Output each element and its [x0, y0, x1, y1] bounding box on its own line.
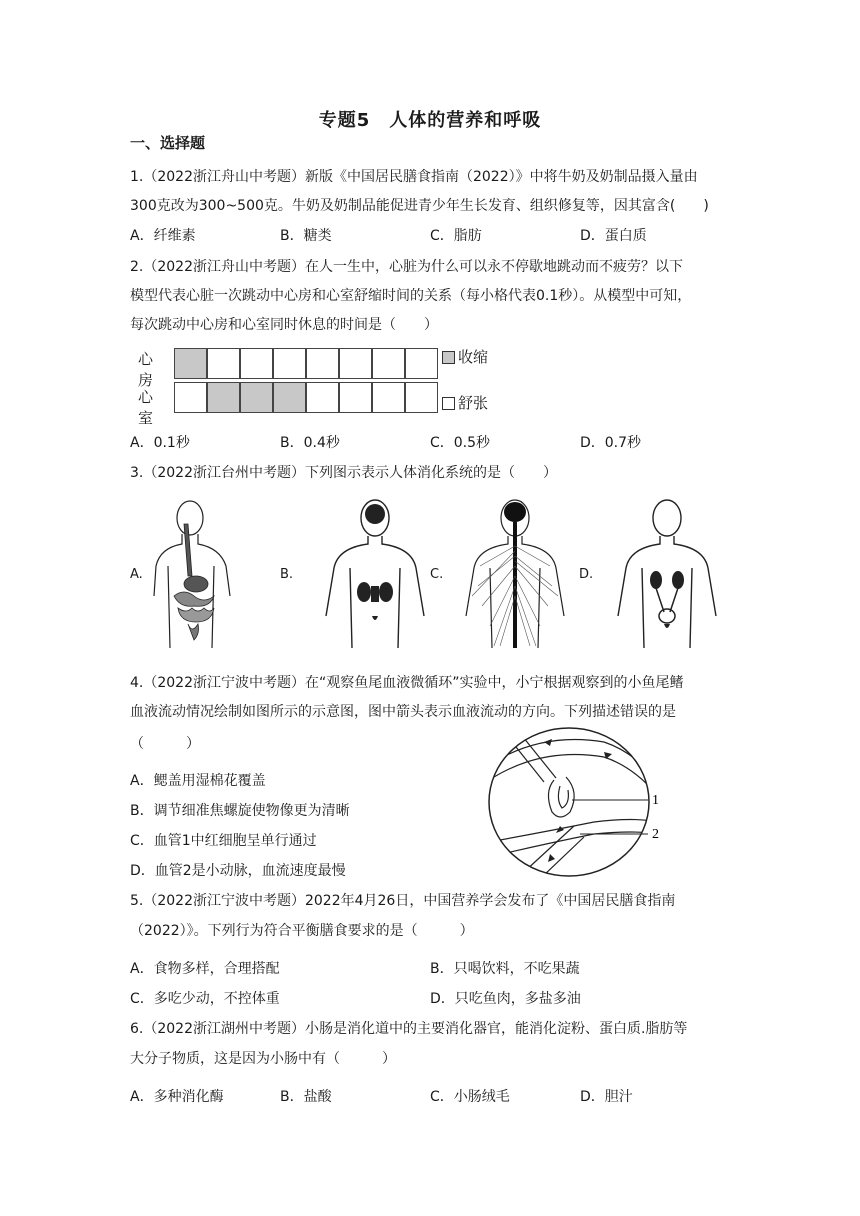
q4-stem-line-2: 血液流动情况绘制如图所示的示意图，图中箭头表示血液流动的方向。下列描述错误的是 — [130, 704, 676, 720]
q1-stem-line-2: 300克改为300~500克。牛奶及奶制品能促进青少年生长发育、组织修复等，因其富含( ) — [130, 198, 709, 214]
ventricle-row-cell — [372, 382, 405, 413]
atrium-row-cell — [273, 348, 306, 379]
q5-stem-line-2: （2022）》。下列行为符合平衡膳食要求的是（ ） — [130, 923, 474, 939]
q5-option-c[interactable]: C．多吃少动，不控体重 — [130, 991, 280, 1007]
q2-stem-line-2: 模型代表心脏一次跳动中心房和心室舒缩时间的关系（每小格代表0.1秒）。从模型中可知， — [130, 288, 692, 304]
q5-option-b[interactable]: B．只喝饮料，不吃果蔬 — [430, 961, 580, 977]
urinary-organs-figure — [320, 496, 430, 648]
q5-option-d[interactable]: D．只吃鱼肉，多盐多油 — [430, 991, 581, 1007]
q6-option-c[interactable]: C．小肠绒毛 — [430, 1089, 510, 1105]
q6-option-a[interactable]: A．多种消化酶 — [130, 1089, 224, 1105]
q4-option-a[interactable]: A．鳃盖用湿棉花覆盖 — [130, 773, 266, 789]
q1-option-d[interactable]: D．蛋白质 — [580, 228, 647, 244]
q2-option-a[interactable]: A．0.1秒 — [130, 435, 190, 451]
ventricle-row-label: 心室 — [138, 388, 154, 427]
atrium-row-cell — [240, 348, 273, 379]
q4-option-d[interactable]: D．血管2是小动脉，血流速度最慢 — [130, 863, 346, 879]
q1-stem-line-1: 1.（2022浙江舟山中考题）新版《中国居民膳食指南（2022）》中将牛奶及奶制品摄入量由 — [130, 169, 698, 185]
q1-option-a[interactable]: A．纤维素 — [130, 228, 196, 244]
ventricle-row-cell — [339, 382, 372, 413]
urinary-system-figure — [612, 496, 722, 648]
legend-relax — [442, 392, 488, 413]
q2-option-d[interactable]: D．0.7秒 — [580, 435, 642, 451]
q6-stem-line-2: 大分子物质，这是因为小肠中有（ ） — [130, 1051, 396, 1067]
q1-option-c[interactable]: C．脂肪 — [430, 228, 482, 244]
atrium-row-cell — [405, 348, 438, 379]
atrium-row-cell — [372, 348, 405, 379]
legend-contract — [442, 346, 488, 367]
empty-square-icon — [442, 397, 455, 410]
ventricle-row-cell — [240, 382, 273, 413]
ventricle-row-cell — [405, 382, 438, 413]
q1-option-b[interactable]: B．糖类 — [280, 228, 332, 244]
q4-option-b[interactable]: B．调节细准焦螺旋使物像更为清晰 — [130, 803, 350, 819]
vessel-1-label: 1 — [652, 793, 659, 808]
legend-contract-label: 收缩 — [458, 348, 489, 366]
shaded-square-icon — [442, 351, 455, 364]
vessel-2-label: 2 — [652, 827, 659, 842]
ventricle-row-cell — [174, 382, 207, 413]
q5-stem-line-1: 5.（2022浙江宁波中考题）2022年4月26日，中国营养学会发布了《中国居民膳食指南 — [130, 893, 676, 909]
atrium-row-cell — [339, 348, 372, 379]
nervous-system-figure — [460, 496, 570, 648]
fish-tail-microcirculation-figure — [484, 722, 684, 878]
q5-option-a[interactable]: A．食物多样，合理搭配 — [130, 961, 280, 977]
q3-figure-d-label[interactable]: D. — [579, 567, 594, 582]
digestive-system-figure — [148, 496, 248, 648]
ventricle-row-cell — [273, 382, 306, 413]
q6-option-b[interactable]: B．盐酸 — [280, 1089, 332, 1105]
q2-stem-line-3: 每次跳动中心房和心室同时休息的时间是（ ） — [130, 317, 438, 333]
q2-option-c[interactable]: C．0.5秒 — [430, 435, 491, 451]
legend-relax-label: 舒张 — [458, 394, 489, 412]
q4-option-c[interactable]: C．血管1中红细胞呈单行通过 — [130, 833, 317, 849]
q3-figure-c-label[interactable]: C. — [430, 567, 444, 582]
atrium-row-label: 心房 — [138, 350, 154, 389]
q4-stem-line-3: （ ） — [130, 736, 200, 752]
section-heading: 一、选择题 — [130, 134, 206, 152]
atrium-row-cell — [306, 348, 339, 379]
q6-stem-line-1: 6.（2022浙江湖州中考题）小肠是消化道中的主要消化器官，能消化淀粉、蛋白质.脂肪等 — [130, 1021, 688, 1037]
q6-option-d[interactable]: D．胆汁 — [580, 1089, 633, 1105]
q4-stem-line-1: 4.（2022浙江宁波中考题）在“观察鱼尾血液微循环”实验中，小宁根据观察到的小鱼尾鳍 — [130, 675, 684, 691]
q3-figure-b-label[interactable]: B. — [280, 567, 294, 582]
page-title: 专题5 人体的营养和呼吸 — [318, 110, 542, 131]
ventricle-row-cell — [306, 382, 339, 413]
q2-option-b[interactable]: B．0.4秒 — [280, 435, 340, 451]
ventricle-row-cell — [207, 382, 240, 413]
atrium-row-cell — [174, 348, 207, 379]
q3-stem-line-1: 3.（2022浙江台州中考题）下列图示表示人体消化系统的是（ ） — [130, 465, 557, 481]
q2-stem-line-1: 2.（2022浙江舟山中考题）在人一生中，心脏为什么可以永不停歇地跳动而不疲劳？以下 — [130, 259, 683, 275]
atrium-row-cell — [207, 348, 240, 379]
q3-figure-a-label[interactable]: A. — [130, 567, 143, 582]
